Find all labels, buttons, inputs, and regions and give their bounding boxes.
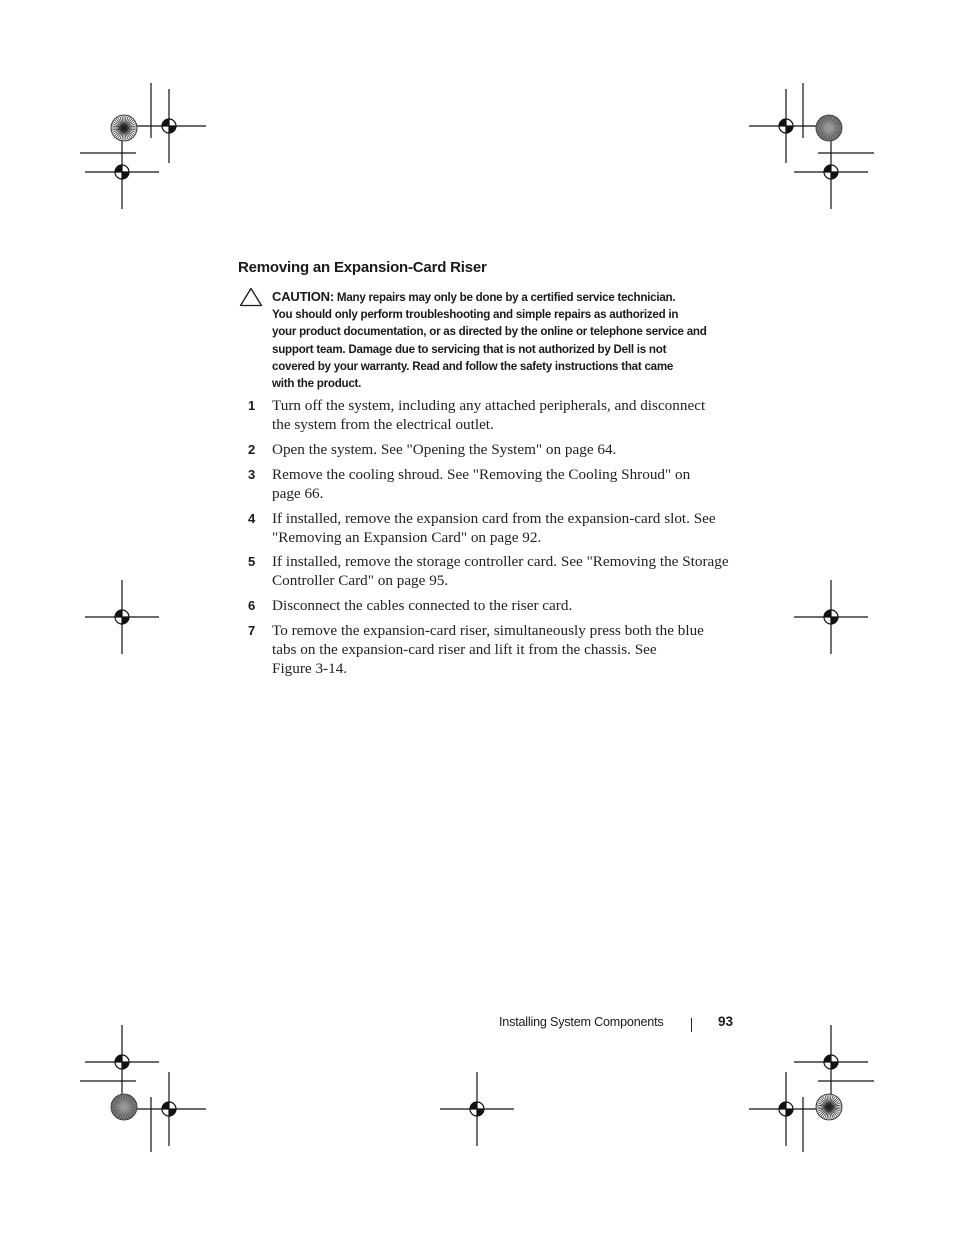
step-text-line: page 66. <box>272 484 324 502</box>
registration-crosshair <box>749 89 823 163</box>
step-text <box>272 466 738 504</box>
step-text-line: Open the system. See "Opening the System" on page 64. <box>272 441 617 458</box>
caution-notice <box>272 288 742 392</box>
step-text-line: If installed, remove the expansion card from the expansion-card slot. See <box>272 510 716 527</box>
registration-crosshair <box>85 580 159 654</box>
step-text <box>272 397 738 435</box>
caution-line-1 <box>272 288 742 306</box>
step-text-line: the system from the electrical outlet. <box>272 415 494 433</box>
caution-label: CAUTION: <box>272 289 334 304</box>
step-number: 2 <box>248 442 256 457</box>
caution-text-line: with the product. <box>272 377 362 391</box>
caution-text-line: covered by your warranty. Read and follow the safety instructions that came <box>272 359 674 373</box>
registration-crosshair <box>132 1072 206 1146</box>
footer-separator <box>691 1018 692 1032</box>
step-text <box>272 553 738 591</box>
registration-crosshair <box>132 89 206 163</box>
step-text-line: Disconnect the cables connected to the riser card. <box>272 597 573 614</box>
caution-triangle-icon <box>239 287 263 307</box>
caution-text-line: You should only perform troubleshooting and simple repairs as authorized in <box>272 308 679 322</box>
step-text-line: "Removing an Expansion Card" on page 92. <box>272 528 542 546</box>
registration-crosshair <box>85 135 159 209</box>
registration-crosshair <box>794 580 868 654</box>
section-heading: Removing an Expansion-Card Riser <box>238 259 487 276</box>
step-text-line: Remove the cooling shroud. See "Removing the Cooling Shroud" on <box>272 466 691 483</box>
step-text <box>272 622 738 678</box>
step-text-line: If installed, remove the storage controller card. See "Removing the Storage <box>272 553 729 570</box>
step-number: 1 <box>248 398 256 413</box>
registration-crosshair <box>440 1072 514 1146</box>
step-number: 4 <box>248 511 256 526</box>
caution-text-line: Many repairs may only be done by a certified service technician. <box>333 291 676 304</box>
step-text-line: tabs on the expansion-card riser and lift it from the chassis. See <box>272 640 657 658</box>
step-text-line: To remove the expansion-card riser, simultaneously press both the blue <box>272 622 704 639</box>
footer-section-title: Installing System Components <box>499 1015 664 1029</box>
step-number: 5 <box>248 554 256 569</box>
step-number: 3 <box>248 467 256 482</box>
step-number: 7 <box>248 623 256 638</box>
registration-starburst <box>816 1094 842 1120</box>
step-text <box>272 510 738 548</box>
registration-crosshair <box>794 1025 868 1099</box>
registration-starburst <box>816 115 842 141</box>
step-text <box>272 597 738 616</box>
caution-text-line: your product documentation, or as directed by the online or telephone service and <box>272 325 707 339</box>
registration-crosshair <box>794 135 868 209</box>
registration-crosshair <box>85 1025 159 1099</box>
registration-starburst <box>111 115 137 141</box>
step-number: 6 <box>248 598 256 613</box>
registration-crosshair <box>749 1072 823 1146</box>
registration-starburst <box>111 1094 137 1120</box>
caution-text-line: support team. Damage due to servicing that is not authorized by Dell is not <box>272 342 667 356</box>
step-text <box>272 441 738 460</box>
step-text-line: Controller Card" on page 95. <box>272 571 449 589</box>
step-text-line: Turn off the system, including any attached peripherals, and disconnect <box>272 397 706 414</box>
page-number: 93 <box>718 1014 734 1029</box>
step-text-line: Figure 3-14. <box>272 659 348 677</box>
